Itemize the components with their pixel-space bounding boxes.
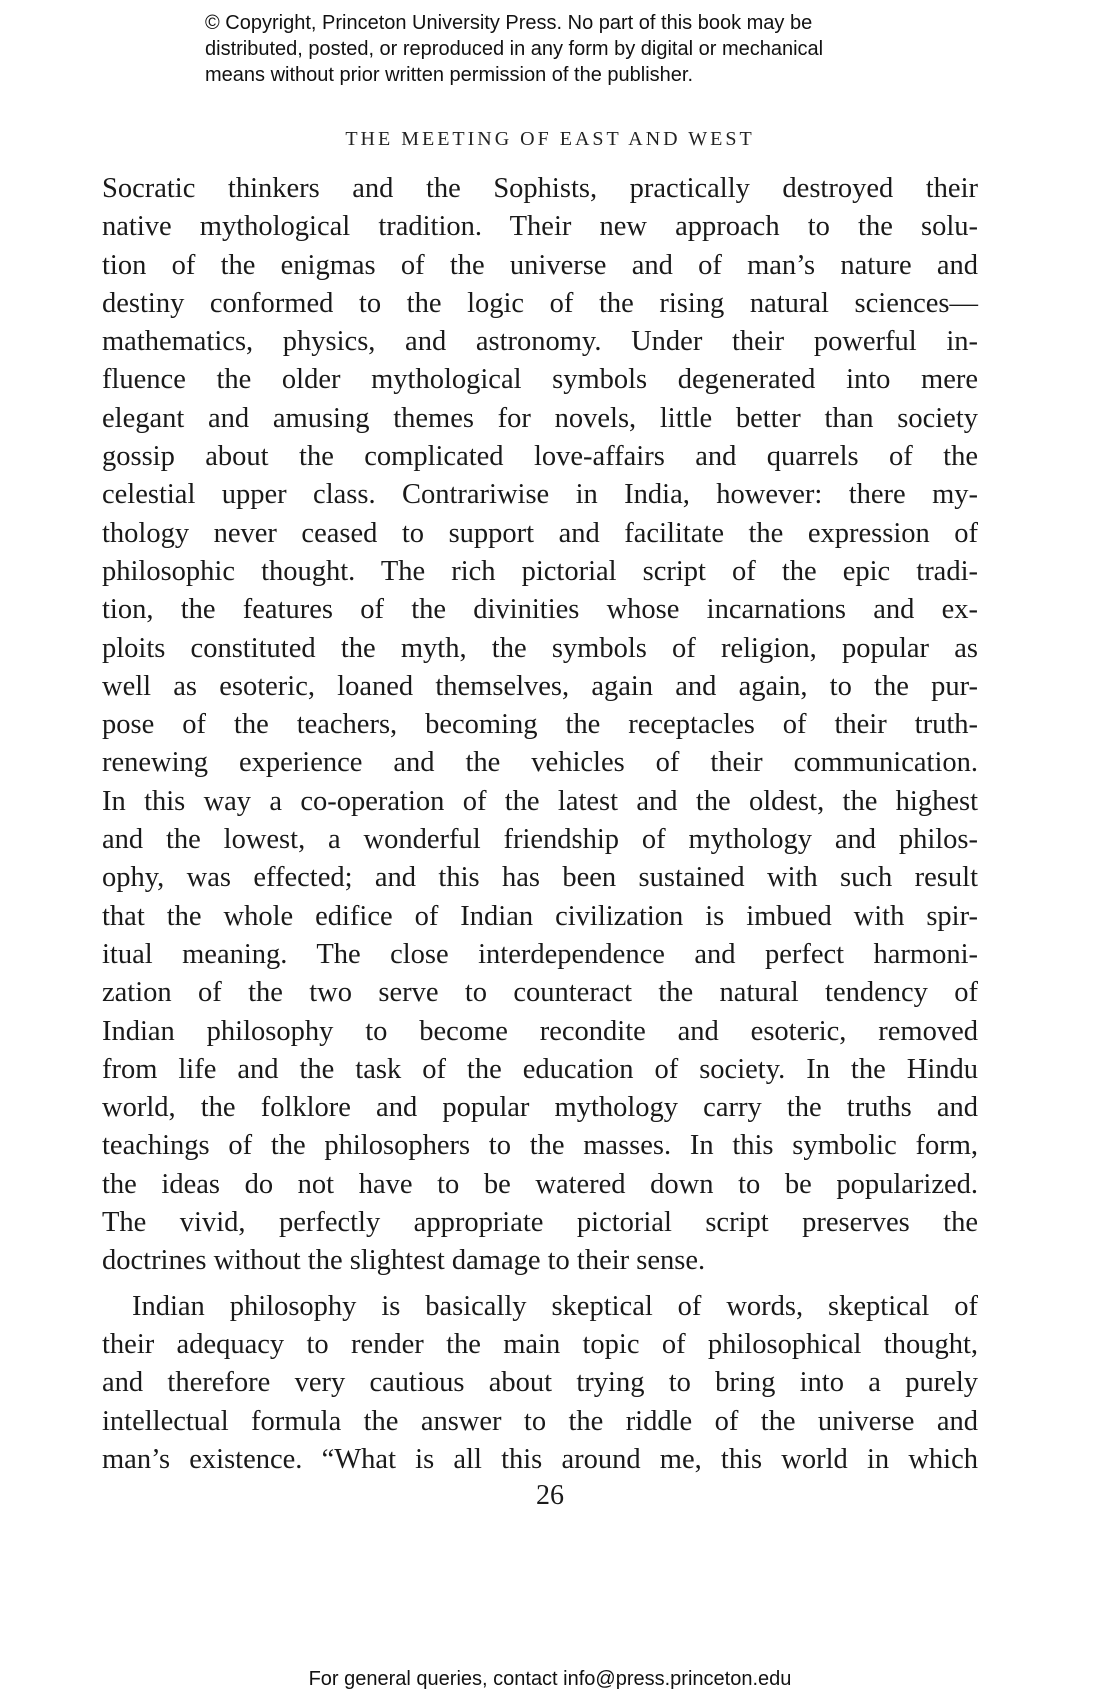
text-line: elegant and amusing themes for novels, little better than society [102, 402, 978, 434]
footer-contact: For general queries, contact info@press.princeton.edu [308, 1668, 792, 1690]
text-line: teachings of the philosophers to the masses. In this symbolic form, [102, 1130, 978, 1162]
text-line: tion, the features of the divinities whose incarnations and ex- [102, 594, 978, 626]
text-line: philosophic thought. The rich pictorial script of the epic tradi- [102, 555, 978, 587]
text-line: intellectual formula the answer to the riddle of the universe and [102, 1405, 978, 1437]
page-number: 26 [536, 1480, 564, 1511]
text-line: itual meaning. The close interdependence and perfect harmoni- [102, 938, 978, 970]
text-line: thology never ceased to support and facilitate the expression of [102, 517, 978, 549]
text-line: gossip about the complicated love-affairs and quarrels of the [102, 441, 978, 473]
copyright-line: © Copyright, Princeton University Press. No part of this book may be [205, 12, 813, 34]
text-line: doctrines without the slightest damage to their sense. [102, 1245, 706, 1277]
text-line: and therefore very cautious about trying to bring into a purely [102, 1367, 978, 1399]
text-line: their adequacy to render the main topic of philosophical thought, [102, 1328, 978, 1360]
text-line: Indian philosophy is basically skeptical of words, skeptical of [132, 1290, 978, 1322]
text-line: zation of the two serve to counteract the natural tendency of [102, 977, 978, 1009]
paragraph [102, 170, 978, 1281]
running-head: THE MEETING OF EAST AND WEST [345, 128, 755, 150]
text-line: and the lowest, a wonderful friendship of mythology and philos- [102, 824, 978, 856]
text-line: Socratic thinkers and the Sophists, practically destroyed their [102, 173, 978, 204]
text-line: pose of the teachers, becoming the receptacles of their truth- [102, 709, 978, 741]
text-line: well as esoteric, loaned themselves, again and again, to the pur- [102, 670, 978, 702]
text-line: destiny conformed to the logic of the rising natural sciences— [102, 287, 978, 319]
text-line: world, the folklore and popular mythology carry the truths and [102, 1092, 978, 1124]
text-line: ploits constituted the myth, the symbols of religion, popular as [102, 632, 978, 664]
copyright-line: distributed, posted, or reproduced in any form by digital or mechanical [205, 38, 824, 60]
body-text [102, 170, 978, 1479]
paragraph [102, 1288, 978, 1479]
text-line: renewing experience and the vehicles of their communication. [102, 747, 978, 779]
text-line: The vivid, perfectly appropriate pictorial script preserves the [102, 1207, 978, 1239]
text-line: mathematics, physics, and astronomy. Under their powerful in- [102, 326, 978, 358]
text-line: man’s existence. “What is all this around me, this world in which [102, 1443, 978, 1475]
copyright-line: means without prior written permission of the publisher. [205, 64, 694, 86]
text-line: ophy, was effected; and this has been sustained with such result [102, 862, 978, 894]
text-line: celestial upper class. Contrariwise in India, however: there my- [102, 479, 978, 511]
text-line: fluence the older mythological symbols degenerated into mere [102, 364, 978, 396]
text-line: from life and the task of the education of society. In the Hindu [102, 1053, 978, 1085]
text-line: Indian philosophy to become recondite and esoteric, removed [102, 1015, 978, 1047]
text-line: that the whole edifice of Indian civilization is imbued with spir- [102, 900, 978, 932]
text-line: tion of the enigmas of the universe and of man’s nature and [102, 249, 978, 281]
text-line: native mythological tradition. Their new approach to the solu- [102, 211, 978, 243]
copyright-notice [205, 10, 925, 88]
text-line: the ideas do not have to be watered down to be popularized. [102, 1168, 978, 1200]
text-line: In this way a co-operation of the latest and the oldest, the highest [102, 785, 978, 817]
